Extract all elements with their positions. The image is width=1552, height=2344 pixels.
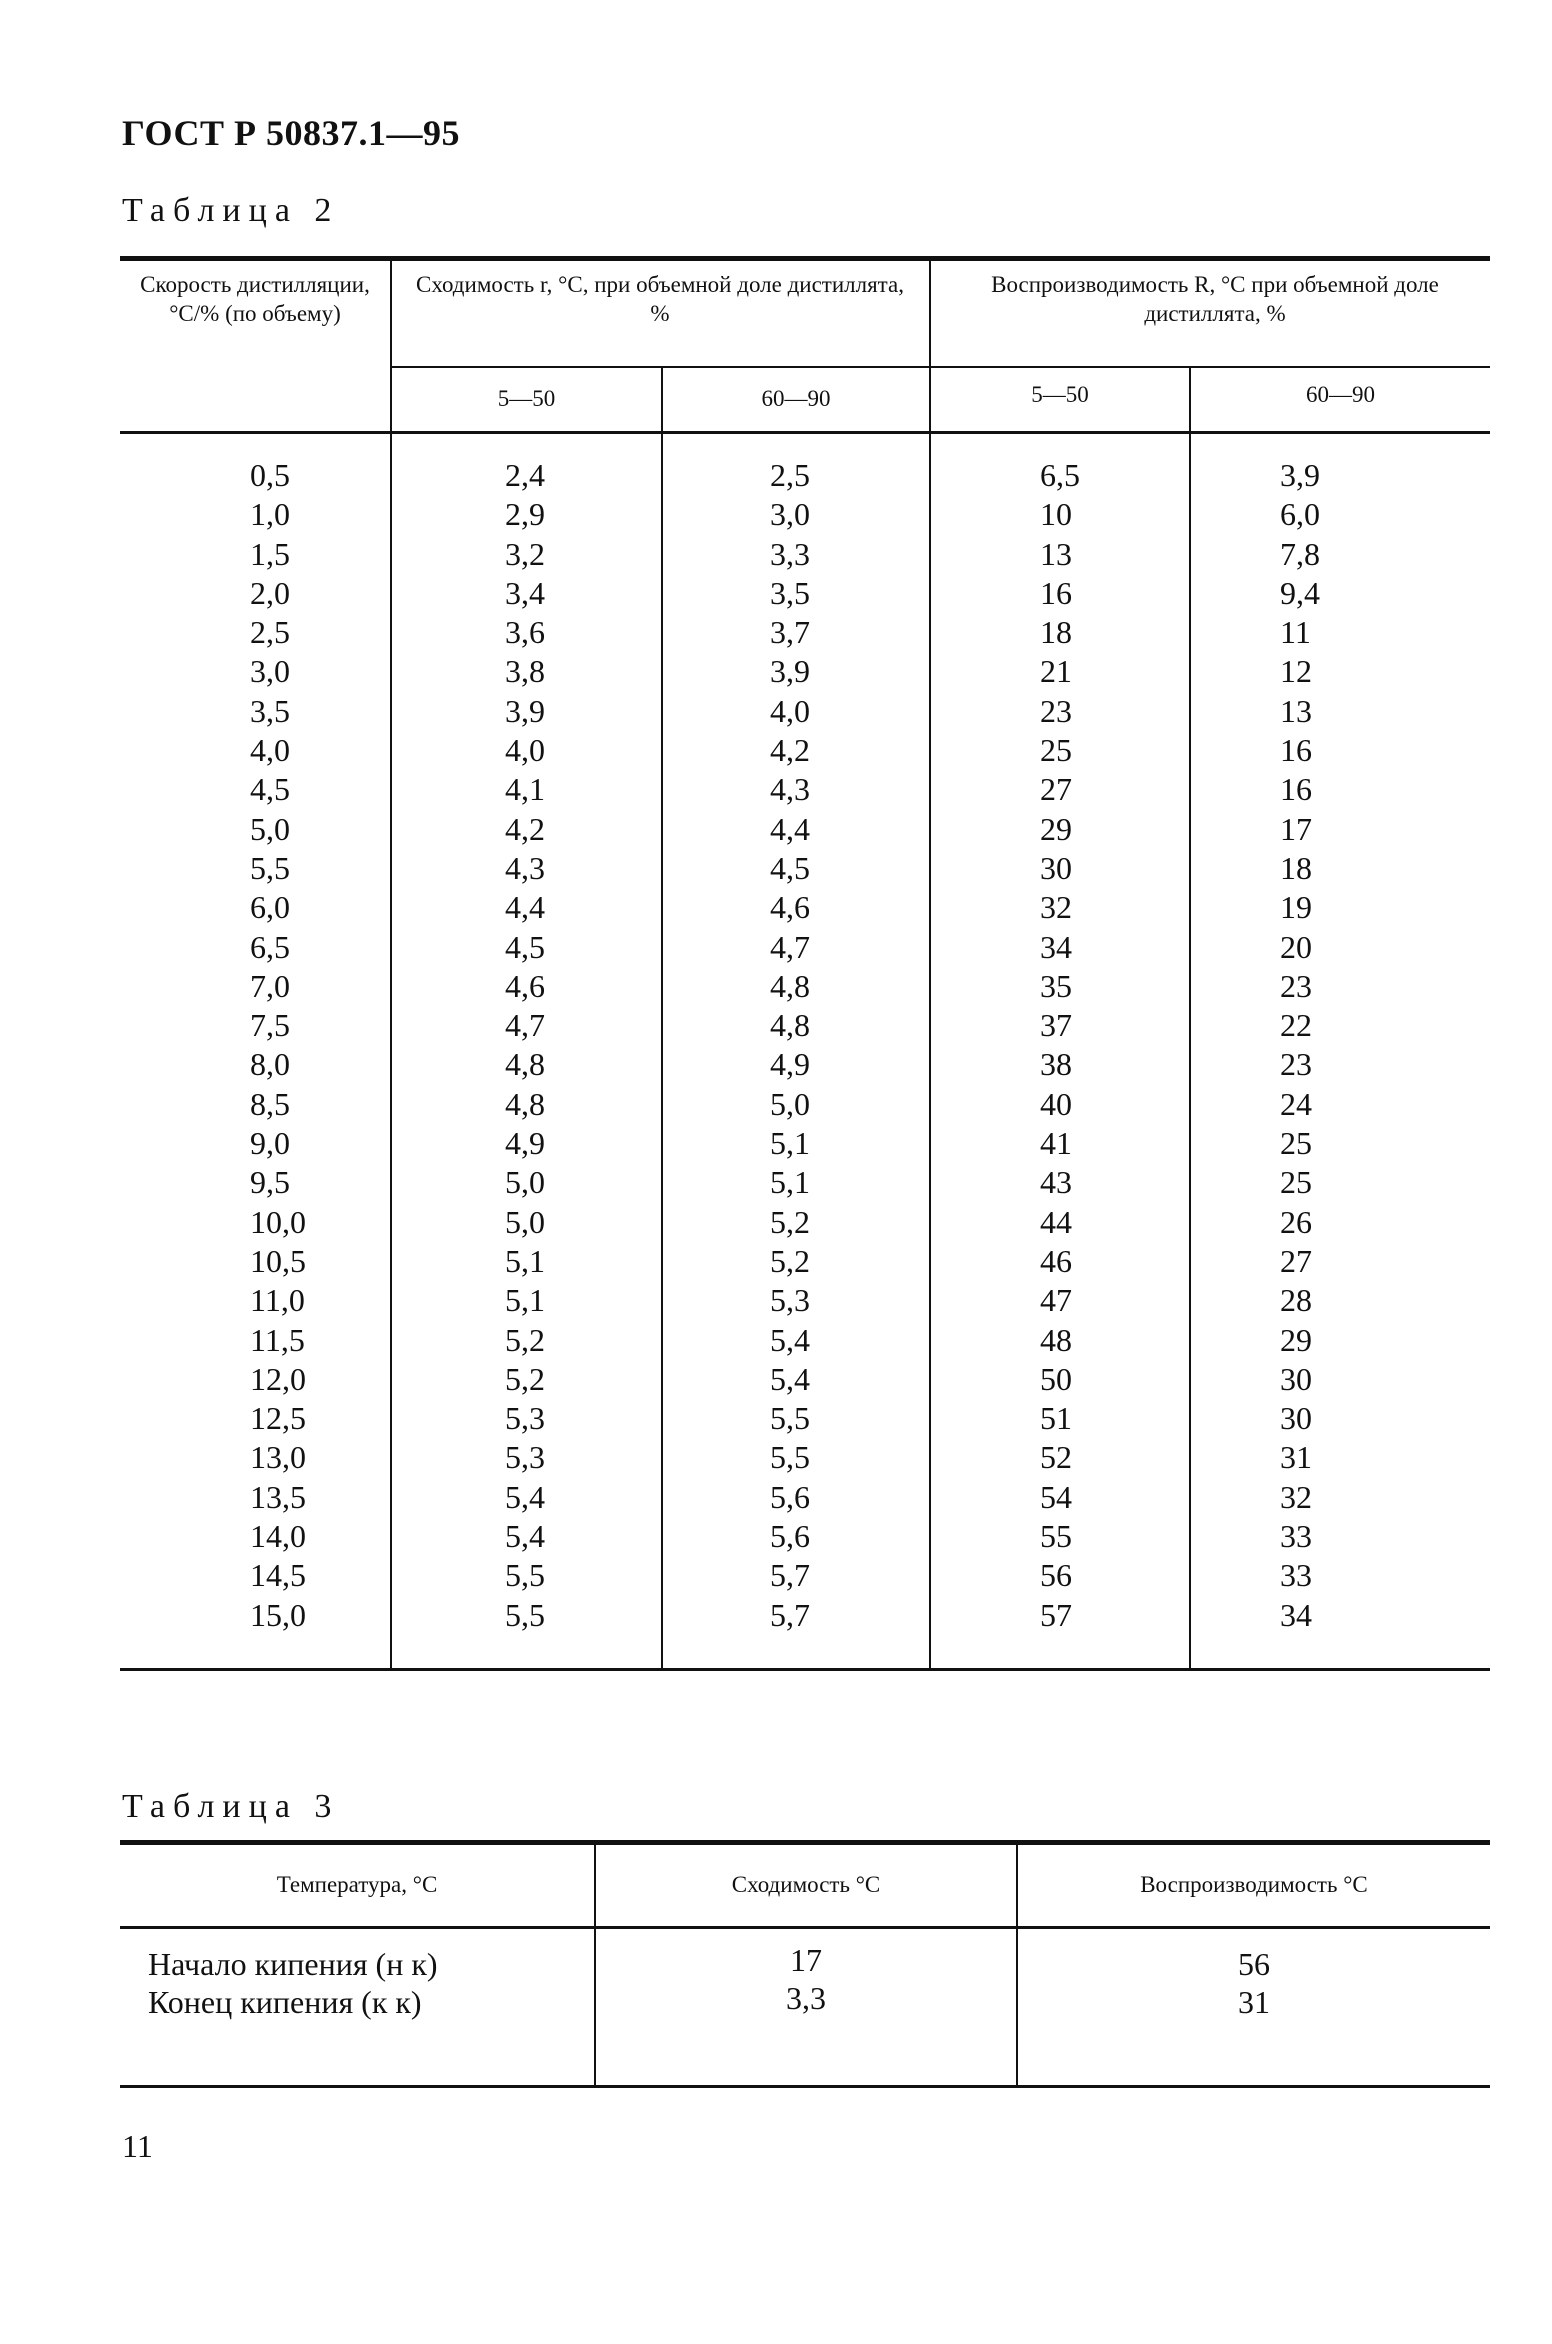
table-cell: 31 xyxy=(1280,1439,1312,1476)
table2-vline-2 xyxy=(661,366,663,1670)
table-cell: 43 xyxy=(1040,1164,1072,1201)
table-cell: 18 xyxy=(1280,849,1312,886)
table-cell: 24 xyxy=(1280,1085,1312,1122)
table-cell: 5,1 xyxy=(770,1125,810,1162)
table-cell: 12,0 xyxy=(250,1360,306,1397)
table-cell: 4,4 xyxy=(770,810,810,847)
table-cell: 25 xyxy=(1280,1125,1312,1162)
table-cell: 5,0 xyxy=(505,1203,545,1240)
table-cell: 5,2 xyxy=(505,1321,545,1358)
table-cell: 10,0 xyxy=(250,1203,306,1240)
table-cell: 5,3 xyxy=(770,1282,810,1319)
table-cell: 5,0 xyxy=(250,810,290,847)
table-cell: 32 xyxy=(1280,1478,1312,1515)
table2-vline-3 xyxy=(929,256,931,1670)
table-cell: 38 xyxy=(1040,1046,1072,1083)
table-cell: 12,5 xyxy=(250,1400,306,1437)
table2-caption: Таблица 2 xyxy=(122,192,340,229)
table-cell: 4,8 xyxy=(770,967,810,1004)
table-cell: 8,0 xyxy=(250,1046,290,1083)
table-cell: 1,0 xyxy=(250,496,290,533)
table-cell: 3,4 xyxy=(505,574,545,611)
table-cell: 4,8 xyxy=(770,1007,810,1044)
table-cell: 12 xyxy=(1280,653,1312,690)
table-cell: 7,0 xyxy=(250,967,290,1004)
table-cell: 3,3 xyxy=(770,535,810,572)
table2-bottom-rule xyxy=(120,1668,1490,1671)
column-R-60-90 xyxy=(1280,456,1320,1635)
table-cell: 4,2 xyxy=(770,732,810,769)
table-cell: 3,0 xyxy=(250,653,290,690)
table-cell: 27 xyxy=(1280,1242,1312,1279)
column-R-5-50 xyxy=(1040,456,1080,1635)
table-cell: 4,0 xyxy=(770,692,810,729)
table-cell: 30 xyxy=(1280,1360,1312,1397)
table-cell: 50 xyxy=(1040,1360,1072,1397)
table-cell: 11,0 xyxy=(250,1282,305,1319)
table-cell: 4,6 xyxy=(770,889,810,926)
document-code: ГОСТ Р 50837.1—95 xyxy=(122,113,460,153)
table-cell: 5,7 xyxy=(770,1596,810,1633)
table-cell: 9,4 xyxy=(1280,574,1320,611)
table-cell: 3,9 xyxy=(1280,457,1320,493)
table-cell: 11,5 xyxy=(250,1321,305,1358)
table-cell: 40 xyxy=(1040,1085,1072,1122)
table-cell: 10,5 xyxy=(250,1242,306,1279)
table-cell: 5,7 xyxy=(770,1557,810,1594)
table-cell: 3,7 xyxy=(770,614,810,651)
table3 xyxy=(120,1840,1490,2090)
table-cell: 48 xyxy=(1040,1321,1072,1358)
table-cell: 22 xyxy=(1280,1007,1312,1044)
table-cell: 3,5 xyxy=(770,574,810,611)
subheader-r-60-90: 60—90 xyxy=(761,386,831,411)
table-cell: 1,5 xyxy=(250,535,290,572)
table-cell: 13,0 xyxy=(250,1439,306,1476)
table-cell: 5,1 xyxy=(505,1282,545,1319)
table-cell: 4,0 xyxy=(505,732,545,769)
table-cell: 54 xyxy=(1040,1478,1072,1515)
t3-header-reproducibility: Воспроизводимость °С xyxy=(1140,1872,1368,1897)
table-cell: 3,9 xyxy=(770,653,810,690)
table-cell: 4,9 xyxy=(770,1046,810,1083)
table-cell: 6,0 xyxy=(250,889,290,926)
table-cell: 6,5 xyxy=(1040,457,1080,493)
table-cell: 5,2 xyxy=(770,1242,810,1279)
table-cell: 57 xyxy=(1040,1596,1072,1633)
table2-vline-4 xyxy=(1189,366,1191,1670)
t3-cell-end-repeatability: 3,3 xyxy=(786,1980,826,2016)
table-cell: 5,5 xyxy=(770,1439,810,1476)
table-cell: 29 xyxy=(1280,1321,1312,1358)
header-repeatability: Сходимость r, °С, при объемной доле дистиллята, % xyxy=(416,272,904,326)
column-rate xyxy=(250,456,306,1635)
table-cell: 5,4 xyxy=(770,1321,810,1358)
column-r-5-50 xyxy=(505,456,545,1635)
table-cell: 2,0 xyxy=(250,574,290,611)
table-cell: 23 xyxy=(1040,692,1072,729)
table-cell: 25 xyxy=(1280,1164,1312,1201)
table-cell: 30 xyxy=(1040,849,1072,886)
table-cell: 5,5 xyxy=(770,1400,810,1437)
table-cell: 6,5 xyxy=(250,928,290,965)
t3-header-temperature: Температура, °С xyxy=(276,1872,438,1897)
t3-row-label-start: Начало кипения (н к) xyxy=(148,1946,438,1982)
table-cell: 41 xyxy=(1040,1125,1072,1162)
table-cell: 11 xyxy=(1280,614,1311,651)
table2-header-bottom-rule xyxy=(120,431,1490,434)
table-cell: 4,3 xyxy=(505,849,545,886)
t3-row-label-end: Конец кипения (к к) xyxy=(148,1984,422,2020)
table-cell: 4,5 xyxy=(505,928,545,965)
table-cell: 8,5 xyxy=(250,1085,290,1122)
table-cell: 4,7 xyxy=(770,928,810,965)
table-cell: 15,0 xyxy=(250,1596,306,1633)
table-cell: 4,6 xyxy=(505,967,545,1004)
table-cell: 16 xyxy=(1280,771,1312,808)
table-cell: 4,7 xyxy=(505,1007,545,1044)
table-cell: 3,9 xyxy=(505,692,545,729)
table-cell: 34 xyxy=(1040,928,1072,965)
table-cell: 21 xyxy=(1040,653,1072,690)
table-cell: 30 xyxy=(1280,1400,1312,1437)
table-cell: 23 xyxy=(1280,967,1312,1004)
subheader-r-5-50: 5—50 xyxy=(497,386,556,411)
table-cell: 5,6 xyxy=(770,1518,810,1555)
table3-header-rule xyxy=(120,1926,1490,1929)
t3-cell-start-repeatability: 17 xyxy=(790,1942,822,1978)
table-cell: 4,3 xyxy=(770,771,810,808)
table-cell: 18 xyxy=(1040,614,1072,651)
table-cell: 16 xyxy=(1280,732,1312,769)
table3-caption: Таблица 3 xyxy=(122,1788,340,1825)
table-cell: 56 xyxy=(1040,1557,1072,1594)
table-cell: 7,5 xyxy=(250,1007,290,1044)
table-cell: 26 xyxy=(1280,1203,1312,1240)
t3-cell-end-reproducibility: 31 xyxy=(1238,1984,1270,2020)
table-cell: 13 xyxy=(1280,692,1312,729)
table-cell: 28 xyxy=(1280,1282,1312,1319)
table-cell: 16 xyxy=(1040,574,1072,611)
table-cell: 4,9 xyxy=(505,1125,545,1162)
table-cell: 4,5 xyxy=(770,849,810,886)
table-cell: 6,0 xyxy=(1280,496,1320,533)
table-cell: 14,5 xyxy=(250,1557,306,1594)
table-cell: 4,8 xyxy=(505,1046,545,1083)
table-cell: 29 xyxy=(1040,810,1072,847)
table-cell: 5,0 xyxy=(770,1085,810,1122)
table-cell: 2,5 xyxy=(770,457,810,493)
table-cell: 4,2 xyxy=(505,810,545,847)
column-r-60-90 xyxy=(770,456,810,1635)
header-rate: Скорость дистилляции, °С/% (по объему) xyxy=(140,272,370,326)
table-cell: 47 xyxy=(1040,1282,1072,1319)
table-cell: 55 xyxy=(1040,1518,1072,1555)
table-cell: 17 xyxy=(1280,810,1312,847)
table-cell: 19 xyxy=(1280,889,1312,926)
table-cell: 32 xyxy=(1040,889,1072,926)
table2-header-midrule xyxy=(392,366,1490,368)
table-cell: 3,0 xyxy=(770,496,810,533)
table-cell: 7,8 xyxy=(1280,535,1320,572)
table-cell: 23 xyxy=(1280,1046,1312,1083)
table-cell: 27 xyxy=(1040,771,1072,808)
table-cell: 5,4 xyxy=(505,1518,545,1555)
table-cell: 20 xyxy=(1280,928,1312,965)
table-cell: 37 xyxy=(1040,1007,1072,1044)
table-cell: 52 xyxy=(1040,1439,1072,1476)
table-cell: 5,1 xyxy=(770,1164,810,1201)
subheader-R-60-90: 60—90 xyxy=(1306,382,1375,407)
table-cell: 10 xyxy=(1040,496,1072,533)
subheader-R-5-50: 5—50 xyxy=(1031,382,1089,407)
table-cell: 3,5 xyxy=(250,692,290,729)
table-cell: 33 xyxy=(1280,1518,1312,1555)
table-cell: 5,5 xyxy=(250,849,290,886)
t3-cell-start-reproducibility: 56 xyxy=(1238,1946,1270,1982)
table-cell: 2,5 xyxy=(250,614,290,651)
table-cell: 35 xyxy=(1040,967,1072,1004)
table-cell: 9,0 xyxy=(250,1125,290,1162)
table-cell: 5,2 xyxy=(505,1360,545,1397)
table-cell: 13 xyxy=(1040,535,1072,572)
table-cell: 46 xyxy=(1040,1242,1072,1279)
table-cell: 4,5 xyxy=(250,771,290,808)
table3-bottom-rule xyxy=(120,2085,1490,2088)
table-cell: 5,2 xyxy=(770,1203,810,1240)
table-cell: 44 xyxy=(1040,1203,1072,1240)
table-cell: 13,5 xyxy=(250,1478,306,1515)
table-cell: 25 xyxy=(1040,732,1072,769)
table-cell: 3,2 xyxy=(505,535,545,572)
t3-header-repeatability: Сходимость °С xyxy=(731,1872,881,1897)
table-cell: 3,6 xyxy=(505,614,545,651)
table-cell: 0,5 xyxy=(250,457,290,493)
table-cell: 4,1 xyxy=(505,771,545,808)
table-cell: 2,9 xyxy=(505,496,545,533)
table-cell: 5,4 xyxy=(505,1478,545,1515)
table-cell: 3,8 xyxy=(505,653,545,690)
table-cell: 5,5 xyxy=(505,1596,545,1633)
table-cell: 2,4 xyxy=(505,457,545,493)
table-cell: 4,0 xyxy=(250,732,290,769)
table-cell: 5,6 xyxy=(770,1478,810,1515)
table-cell: 33 xyxy=(1280,1557,1312,1594)
table2-top-rule xyxy=(120,256,1490,261)
table-cell: 51 xyxy=(1040,1400,1072,1437)
table-cell: 5,3 xyxy=(505,1400,545,1437)
table-cell: 14,0 xyxy=(250,1518,306,1555)
table-cell: 34 xyxy=(1280,1596,1312,1633)
table-cell: 5,0 xyxy=(505,1164,545,1201)
table-cell: 5,1 xyxy=(505,1242,545,1279)
table-cell: 5,3 xyxy=(505,1439,545,1476)
page-number: 11 xyxy=(122,2128,153,2164)
table-cell: 4,8 xyxy=(505,1085,545,1122)
table3-top-rule xyxy=(120,1840,1490,1845)
table-cell: 4,4 xyxy=(505,889,545,926)
header-reproducibility: Воспроизводимость R, °С при объемной доле дистиллята, % xyxy=(991,272,1439,326)
table-cell: 5,5 xyxy=(505,1557,545,1594)
table-cell: 9,5 xyxy=(250,1164,290,1201)
table-cell: 5,4 xyxy=(770,1360,810,1397)
table2-vline-1 xyxy=(390,256,392,1670)
